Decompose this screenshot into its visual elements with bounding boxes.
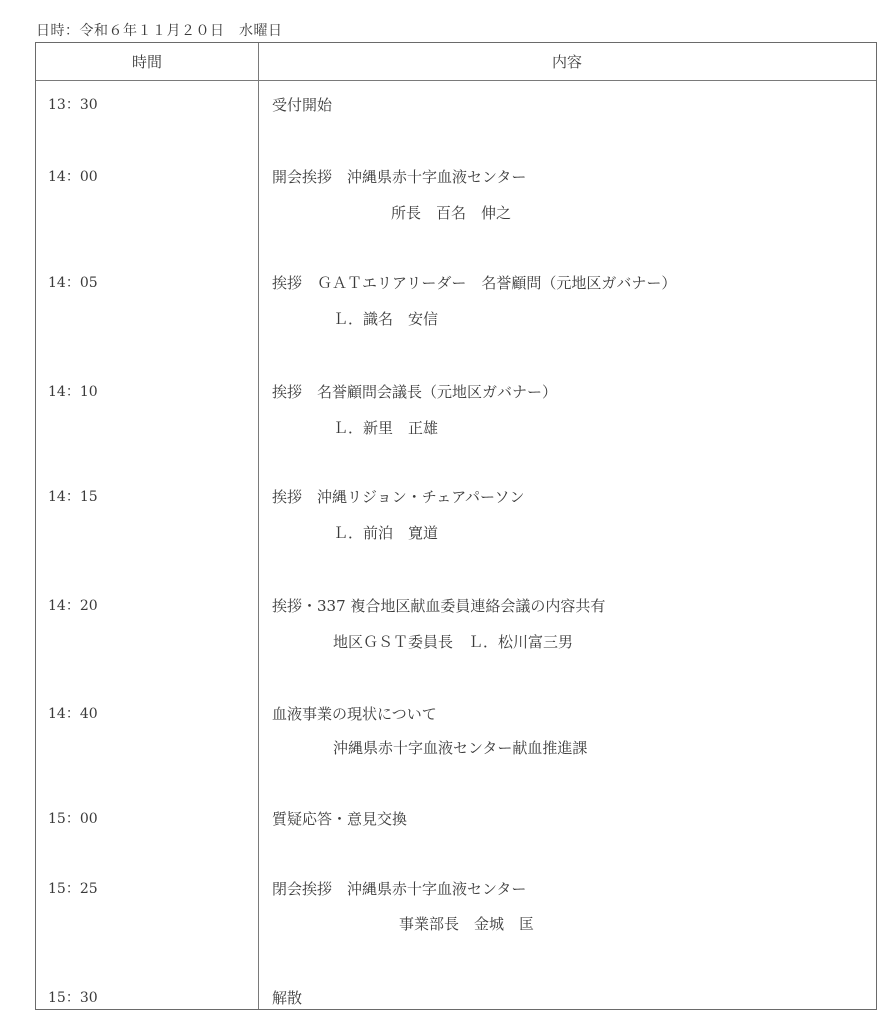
row-time: 14：05 [48, 275, 98, 291]
date-line: 日時：令和６年１１月２０日 水曜日 [36, 23, 283, 39]
row-time: 15：25 [48, 881, 98, 897]
schedule-table [35, 42, 877, 1010]
row-content: 挨拶 沖縄リジョン・チェアパーソン [272, 488, 525, 506]
header-time: 時間 [131, 53, 162, 71]
row-time: 14：10 [48, 384, 98, 400]
row-speaker: 事業部長 金城 匡 [399, 915, 535, 933]
column-divider [258, 43, 259, 1009]
row-content: 挨拶・337 複合地区献血委員連絡会議の内容共有 [272, 597, 606, 615]
row-content: 血液事業の現状について [272, 705, 437, 723]
row-speaker: Ｌ．識名 安信 [333, 310, 439, 328]
header-divider [36, 80, 876, 81]
row-content: 挨拶 ＧＡＴエリアリーダー 名誉顧問（元地区ガバナー） [272, 274, 677, 292]
row-content: 挨拶 名誉顧問会議長（元地区ガバナー） [272, 383, 558, 401]
row-content: 閉会挨拶 沖縄県赤十字血液センター [272, 880, 527, 898]
row-content: 質疑応答・意見交換 [272, 810, 408, 828]
row-content: 開会挨拶 沖縄県赤十字血液センター [272, 168, 527, 186]
row-time: 14：00 [48, 169, 98, 185]
row-time: 14：20 [48, 598, 98, 614]
header-content: 内容 [551, 53, 582, 71]
row-speaker: Ｌ．前泊 寛道 [333, 524, 439, 542]
row-speaker: 地区ＧＳＴ委員長 Ｌ．松川富三男 [333, 633, 574, 651]
row-content: 受付開始 [272, 96, 333, 114]
row-speaker: 沖縄県赤十字血液センター献血推進課 [333, 739, 588, 757]
row-time: 15：30 [48, 990, 98, 1006]
row-time: 14：15 [48, 489, 98, 505]
row-content: 解散 [272, 989, 303, 1007]
row-time: 13：30 [48, 97, 98, 113]
row-speaker: 所長 百名 伸之 [391, 204, 512, 222]
row-time: 15：00 [48, 811, 98, 827]
row-speaker: Ｌ．新里 正雄 [333, 419, 439, 437]
row-time: 14：40 [48, 706, 98, 722]
